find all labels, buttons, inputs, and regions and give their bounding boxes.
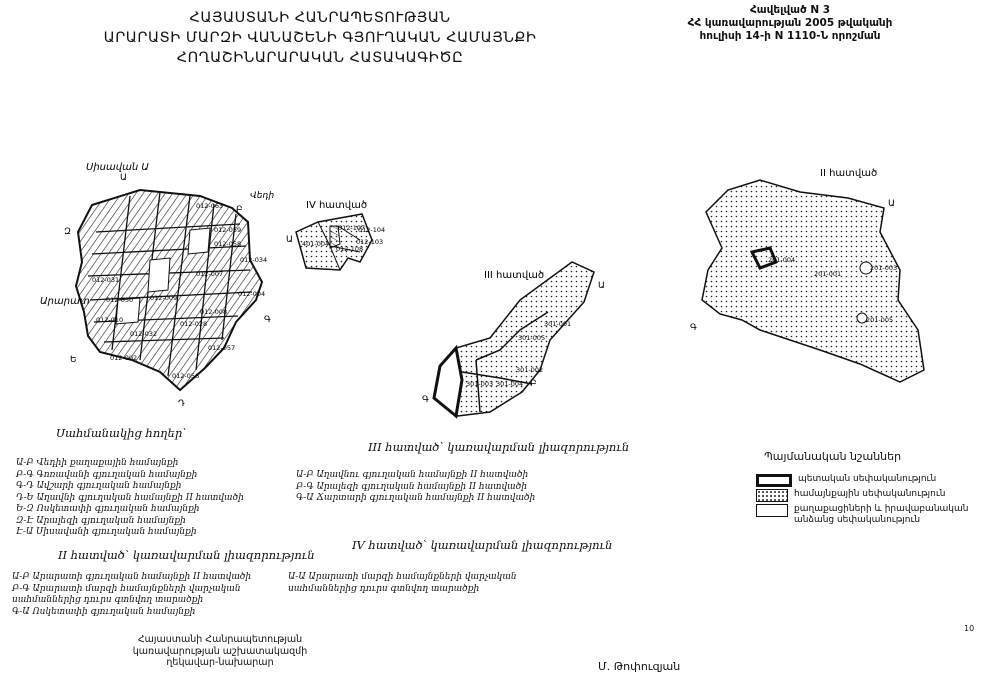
signature-line-1: Հայաստանի Հանրապետության — [137, 634, 303, 645]
legend-label-group — [794, 504, 968, 526]
parcel-label: 201-004 — [768, 256, 796, 264]
ii-continuity-item: Բ-Գ Արարատի մարզի համայնքների վարչական — [12, 583, 241, 594]
parcel-label: 012-104 — [358, 226, 386, 234]
legend-swatch-state — [756, 474, 792, 487]
legend — [756, 474, 978, 528]
parcel-label: 012-002 — [110, 354, 138, 362]
parcel-label: 012-031 — [92, 276, 120, 284]
section-iii-state-strip — [434, 348, 462, 416]
parcel-label: 201-005 — [866, 316, 894, 324]
main-map-outline — [76, 190, 262, 390]
main-corner-d: Դ — [178, 399, 185, 409]
iv-continuity-heading: IV հատված՝ կառավարման լիազորություն — [352, 538, 613, 552]
iii-continuity-list — [296, 470, 596, 505]
section-iv-title: IV հատված — [306, 200, 368, 211]
parcel-label: 012-056 — [172, 372, 200, 380]
parcel-label: 012-007 — [196, 270, 224, 278]
boundary-item: Դ-Ե Աղավնի գյուղական համայնքի II հատվածի — [16, 492, 244, 503]
title-line-2: ԱՐԱՐԱՏԻ ՄԱՐԶԻ ՎԱՆԱՇԵՆԻ ԳՅՈՒՂԱԿԱՆ ՀԱՄԱՅՆՔԻ — [103, 30, 537, 46]
section-iii-corner-b: Բ — [530, 379, 537, 389]
legend-label: համայնքային սեփականություն — [794, 489, 946, 499]
iii-continuity-heading: III հատված՝ կառավարման լիազորություն — [368, 440, 630, 454]
parcel-label: 301-002 — [516, 366, 544, 374]
parcel-label: 012-008 — [200, 308, 228, 316]
parcel-label: 301-001 — [544, 320, 572, 328]
parcel-label: 201-003 — [870, 264, 898, 272]
legend-row-private — [756, 504, 978, 526]
parcel-label: 012-009 — [150, 294, 178, 302]
ii-continuity-item: Ա-Բ Արարատի գյուղական համայնքի II հատվածի — [12, 572, 252, 582]
iv-continuity-item: սահմաններից դուրս գտնվող տարածքի — [288, 583, 480, 594]
iii-continuity-item: Գ-Ա Ճարտարի գյուղական համայնքի II հատվածի — [296, 493, 536, 503]
section-ii-title: II հատված — [820, 168, 878, 179]
legend-row-community — [756, 489, 978, 502]
main-corner-a: Ա — [120, 173, 127, 183]
iv-continuity-list — [288, 572, 568, 595]
section-ii-corner-a: Ա — [888, 199, 895, 209]
section-iii-map — [422, 262, 605, 416]
parcel-label: 301-004 — [496, 380, 524, 388]
legend-label: պետական սեփականություն — [798, 474, 937, 484]
boundary-list — [16, 458, 306, 539]
annex-line-1: Հավելված N 3 — [749, 4, 831, 16]
iii-continuity-item: Ա-Բ Աղավնու գյուղական համայնքի II հատվածի — [296, 470, 529, 480]
legend-row-state — [756, 474, 978, 487]
parcel-label: 201-001 — [814, 270, 842, 278]
boundary-item: Բ-Գ Գոռավանի գյուղական համայնքի — [16, 469, 198, 480]
legend-label: անձանց սեփականություն — [794, 515, 921, 525]
legend-swatch-private — [756, 504, 788, 517]
parcel-label: 012-004 — [238, 290, 266, 298]
page-mark: 10 — [964, 624, 975, 633]
boundary-heading: Սահմանակից հողեր՝ — [56, 426, 187, 440]
parcel-label: 301-005 — [518, 334, 546, 342]
section-ii-corner-c: Գ — [690, 323, 697, 333]
parcel-label: 012-010 — [96, 316, 124, 324]
boundary-item: Ե-Զ Ոսկետափի գյուղական համայնքի — [16, 504, 200, 514]
annex-line-3: հուլիսի 14-ի N 1110-Ն որոշման — [699, 30, 881, 42]
main-village-map — [40, 162, 274, 409]
ii-continuity-heading: II հատված՝ կառավարման լիազորություն — [58, 548, 315, 562]
signature-line-2: կառավարության աշխատակազմի — [132, 645, 308, 657]
section-iv-corner: Ա — [286, 235, 293, 245]
legend-swatch-community — [756, 489, 788, 502]
section-iii-title: III հատված — [484, 270, 545, 281]
section-iii-corner-c: Գ — [422, 395, 429, 405]
signature-block — [120, 634, 320, 669]
main-map-west-label: Արարատ — [40, 296, 90, 307]
iii-continuity-item: Բ-Գ Արալեզի գյուղական համայնքի II հատվածի — [296, 481, 527, 492]
parcel-label: 301-003 — [466, 380, 494, 388]
boundary-item: Զ-Է Արալեզի գյուղական համայնքի — [16, 515, 186, 526]
main-map-vedi-label: Վեդի — [250, 191, 275, 201]
ii-continuity-list — [12, 572, 292, 618]
ii-continuity-item: սահմաններից դուրս գտնվող տարածքի — [12, 595, 204, 605]
main-corner-c: Գ — [264, 315, 271, 325]
main-corner-e: Ե — [70, 355, 77, 365]
parcel-label: 012-063 — [196, 202, 224, 210]
parcel-label: 012-057 — [208, 344, 236, 352]
signatory-name: Մ. Թոփուզյան — [598, 660, 681, 673]
parcel-label: 012-034 — [240, 256, 268, 264]
legend-title: Պայմանական նշաններ — [764, 450, 902, 463]
signature-line-3: ղեկավար-նախարար — [166, 657, 274, 668]
parcel-label: 012-059 — [214, 226, 242, 234]
parcel-label: 012-032 — [130, 330, 158, 338]
legend-label: քաղաքացիների և իրավաբանական — [794, 504, 969, 514]
parcel-label: 012-108 — [336, 245, 364, 253]
section-ii-outline — [702, 180, 924, 382]
iv-continuity-item: Ա-Ա Արարատի մարզի համայնքների վարչական — [288, 572, 517, 582]
annex-line-2: ՀՀ կառավարության 2005 թվականի — [687, 17, 893, 29]
section-ii-map — [690, 168, 924, 382]
section-iv-map — [286, 200, 385, 270]
section-iii-corner-a: Ա — [598, 281, 605, 291]
parcel-label: 012-058 — [214, 240, 242, 248]
main-corner-f: Զ — [64, 227, 71, 237]
boundary-item: Է-Ա Սիսավանի գյուղական համայնքի — [16, 527, 197, 537]
title-line-1: ՀԱՅԱՍՏԱՆԻ ՀԱՆՐԱՊԵՏՈՒԹՅԱՆ — [189, 10, 451, 26]
parcel-label: 012-030 — [106, 296, 134, 304]
title-line-3: ՀՈՂԱՇԻՆԱՐԱՐԱԿԱՆ ՀԱՏԱԿԱԳԻԾԸ — [176, 50, 464, 66]
boundary-item: Ա-Բ Վեդիի քաղաքային համայնքի — [16, 458, 179, 468]
parcel-label: 012-028 — [180, 320, 208, 328]
main-map-north-label: Սիսավան Ա — [86, 162, 149, 173]
parcel-label: 401-004 — [302, 240, 330, 248]
main-corner-b: Բ — [236, 205, 243, 215]
parcel-label: 012-107 — [338, 224, 366, 232]
ii-continuity-item: Գ-Ա Ոսկետափի գյուղական համայնքի — [12, 606, 196, 617]
boundary-item: Գ-Դ Ավշարի գյուղական համայնքի — [16, 481, 182, 491]
parcel-label: 012-103 — [356, 238, 384, 246]
